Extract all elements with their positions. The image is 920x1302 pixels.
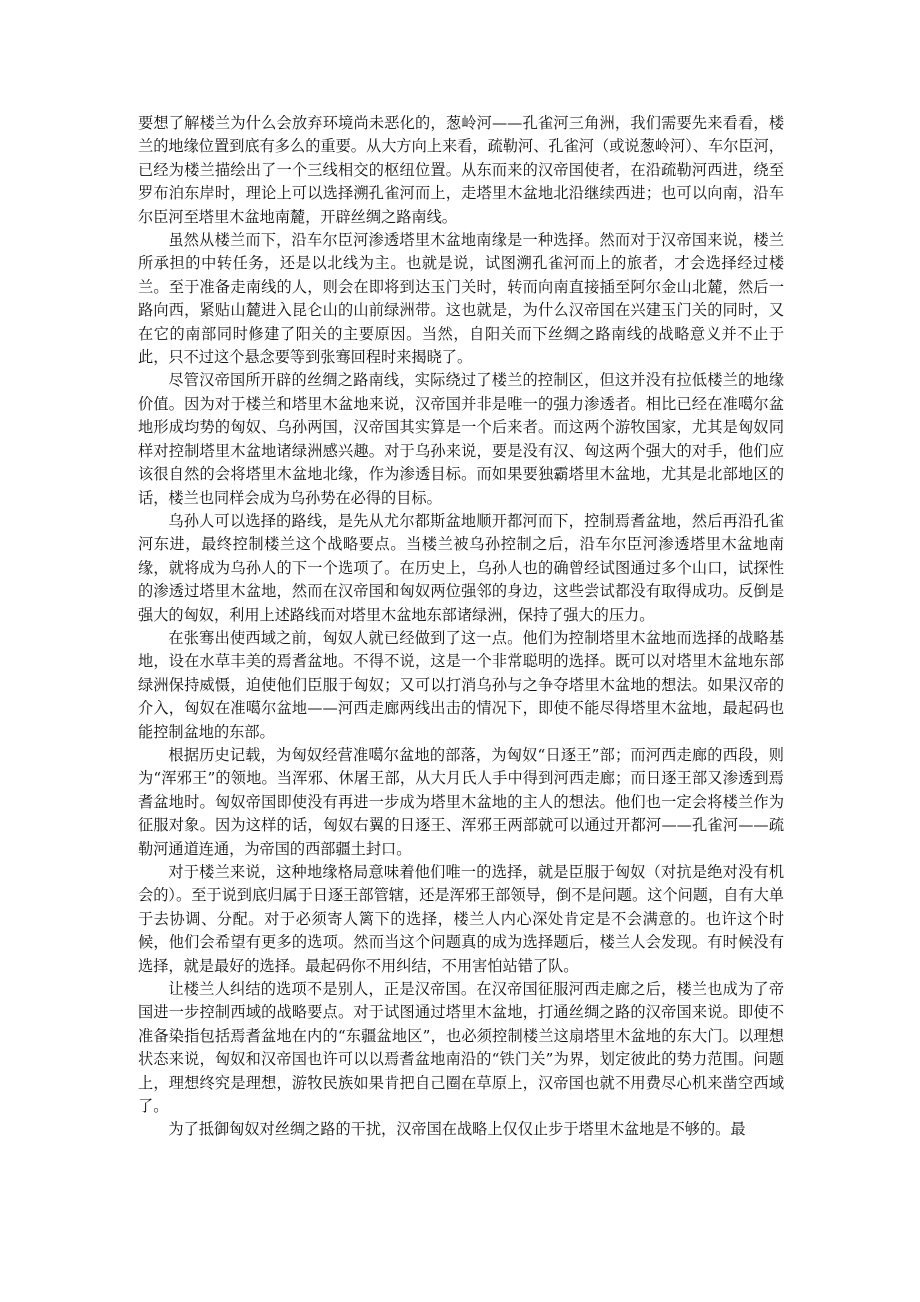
paragraph-9: 为了抵御匈奴对丝绸之路的干扰，汉帝国在战略上仅仅止步于塔里木盆地是不够的。最: [168, 1120, 746, 1139]
paragraph-8: 让楼兰人纠结的选项不是别人，正是汉帝国。在汉帝国征服河西走廊之后，楼兰也成为了帝国进一步控制西域的战略要点。对于试图通过塔里木盆地，打通丝绸之路的汉帝国来说。即使不准备染指包括焉耆盆地在内的“东疆盆地区”，也必须控制楼兰这扇塔里木盆地的东大门。以理想状态来说，匈奴和汉帝国也许可以以焉耆盆地南沿的“铁门关”为界，划定彼此的势力范围。问题上，理想终究是理想，游牧民族如果肯把自己圈在草原上，汉帝国也就不用费尽心机来凿空西域了。: [138, 980, 784, 1116]
document-body: [138, 112, 784, 1142]
paragraph-6: 根据历史记载，为匈奴经营准噶尔盆地的部落，为匈奴“日逐王”部；而河西走廊的西段，则为“浑邪王”的领地。当浑邪、休屠王部，从大月氏人手中得到河西走廊；而日逐王部又渗透到焉耆盆地时。匈奴帝国即使没有再进一步成为塔里木盆地的主人的想法。他们也一定会将楼兰作为征服对象。因为这样的话，匈奴右翼的日逐王、浑邪王两部就可以通过开都河——孔雀河——疏勒河通道连通，为帝国的西部疆土封口。: [138, 745, 784, 858]
paragraph-7: 对于楼兰来说，这种地缘格局意味着他们唯一的选择，就是臣服于匈奴（对抗是绝对没有机会的）。至于说到底归属于日逐王部管辖，还是浑邪王部领导，倒不是问题。这个问题，自有大单于去协调、分配。对于必须寄人篱下的选择，楼兰人内心深处肯定是不会满意的。也许这个时候，他们会希望有更多的选项。然而当这个问题真的成为选择题后，楼兰人会发现。有时候没有选择，就是最好的选择。最起码你不用纠结，不用害怕站错了队。: [138, 863, 784, 975]
paragraph-4: 乌孙人可以选择的路线，是先从尤尔都斯盆地顺开都河而下，控制焉耆盆地，然后再沿孔雀河东进，最终控制楼兰这个战略要点。当楼兰被乌孙控制之后，沿车尔臣河渗透塔里木盆地南缘，就将成为乌孙人的下一个选项了。在历史上，乌孙人也的确曾经试图通过多个山口，试探性的渗透过塔里木盆地，然而在汉帝国和匈奴两位强邻的身边，这些尝试都没有取得成功。反倒是强大的匈奴，利用上述路线而对塔里木盆地东部诸绿洲，保持了强大的压力。: [138, 511, 784, 624]
paragraph-5: 在张骞出使西域之前，匈奴人就已经做到了这一点。他们为控制塔里木盆地而选择的战略基地，设在水草丰美的焉耆盆地。不得不说，这是一个非常聪明的选择。既可以对塔里木盆地东部绿洲保持威慑，迫使他们臣服于匈奴；又可以打消乌孙与之争夺塔里木盆地的想法。如果汉帝的介入，匈奴在准噶尔盆地——河西走廊两线出击的情况下，即使不能尽得塔里木盆地，最起码也能控制盆地的东部。: [138, 628, 784, 741]
paragraph-1: 要想了解楼兰为什么会放弃环境尚未恶化的，葱岭河——孔雀河三角洲，我们需要先来看看，楼兰的地缘位置到底有多么的重要。从大方向上来看，疏勒河、孔雀河（或说葱岭河）、车尔臣河，已经为楼兰描绘出了一个三线相交的枢纽位置。从东而来的汉帝国使者，在沿疏勒河西进，绕至罗布泊东岸时，理论上可以选择溯孔雀河而上，走塔里木盆地北沿继续西进；也可以向南，沿车尔臣河至塔里木盆地南麓，开辟丝绸之路南线。: [138, 114, 784, 226]
paragraph-2: 虽然从楼兰而下，沿车尔臣河渗透塔里木盆地南缘是一种选择。然而对于汉帝国来说，楼兰所承担的中转任务，还是以北线为主。也就是说，试图溯孔雀河而上的旅者，才会选择经过楼兰。至于准备走南线的人，则会在即将到达玉门关时，转而向南直接插至阿尔金山北麓，然后一路向西，紧贴山麓进入昆仑山的山前绿洲带。这也就是，为什么汉帝国在兴建玉门关的同时，又在它的南部同时修建了阳关的主要原因。当然，自阳关而下丝绸之路南线的战略意义并不止于此，只不过这个悬念要等到张骞回程时来揭晓了。: [138, 231, 784, 367]
paragraph-3: 尽管汉帝国所开辟的丝绸之路南线，实际绕过了楼兰的控制区，但这并没有拉低楼兰的地缘价值。因为对于楼兰和塔里木盆地来说，汉帝国并非是唯一的强力渗透者。相比已经在准噶尔盆地形成均势的匈奴、乌孙两国，汉帝国其实算是一个后来者。而这两个游牧国家，尤其是匈奴同样对控制塔里木盆地诸绿洲感兴趣。对于乌孙来说，要是没有汉、匈这两个强大的对手，他们应该很自然的会将塔里木盆地北缘，作为渗透目标。而如果要独霸塔里木盆地，尤其是北部地区的话，楼兰也同样会成为乌孙势在必得的目标。: [138, 371, 784, 507]
